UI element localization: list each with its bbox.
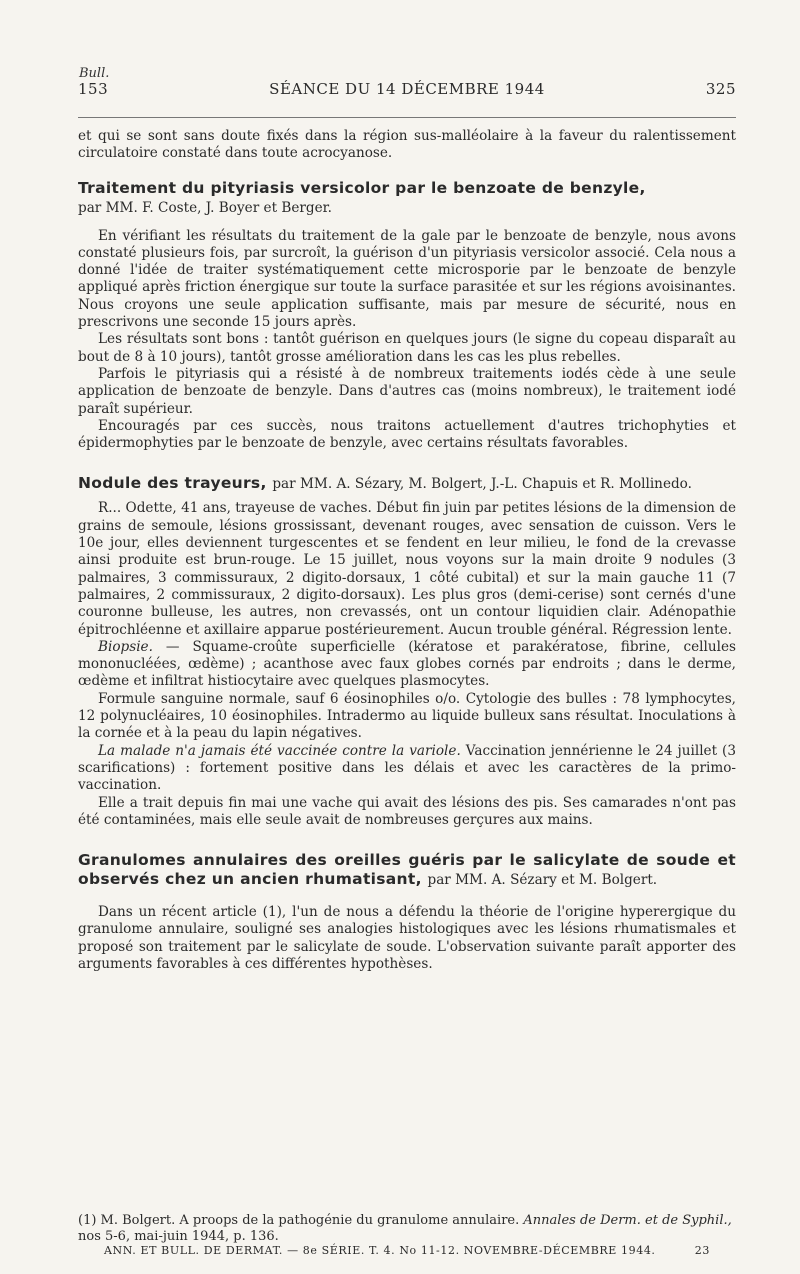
biopsie-text: — Squame-croûte superficielle (kératose et parakératose, fibrine, cellules mononucléées, œdème) ; acanthose avec faux globes cornés par endroits ; dans le derme, œdème et infiltrat histiocytaire avec quelques plasmocytes. [78, 638, 736, 690]
article1-paragraph: Parfois le pityriasis qui a résisté à de nombreux traitements iodés cède à une seule application de benzoate de benzyle. Dans d'autres cas (moins nombreux), le traitement iodé paraît supérieur. [78, 365, 736, 417]
biopsie-label: Biopsie. [98, 638, 153, 655]
page-body [78, 128, 736, 973]
article3-title: Granulomes annulaires des oreilles guéris par le salicylate de soude et observés chez un ancien rhumatisant, [78, 851, 736, 889]
article3-paragraph: Dans un récent article (1), l'un de nous a défendu la théorie de l'origine hyperergique du granulome annulaire, souligné ses analogies histologiques avec les lésions rhumatismales et proposé son traitement par le salicylate de soude. L'observation suivante paraît apporter des arguments favorables à ces différentes hypothèses. [78, 904, 736, 972]
library-stamp: Bull. [79, 66, 110, 81]
article1-authors: par MM. F. Coste, J. Boyer et Berger. [78, 199, 332, 216]
running-header [78, 80, 736, 102]
footnote-text: A proops de la pathogénie du granulome annulaire. [179, 1213, 520, 1228]
footnote-journal: Annales de Derm. et de Syphil., [523, 1213, 732, 1228]
article1-title: Traitement du pityriasis versicolor par le benzoate de benzyle, [78, 178, 646, 197]
article1-heading [78, 179, 736, 218]
article2-paragraph: R... Odette, 41 ans, trayeuse de vaches. Début fin juin par petites lésions de la dimension de grains de semoule, lésions grossissant, devenant rouges, avec sensation de cuisson. Vers le 10e jour, elles deviennent turgescentes et se fendent en leur milieu, le fond de la crevasse ainsi produite est brun-rouge. Le 15 juillet, nous voyons sur la main droite 9 nodules (3 palmaires, 3 commissuraux, 2 digito-dorsaux, 1 côté cubital) et sur la main gauche 11 (7 palmaires, 2 commissuraux, 2 digito-dorsaux). Les plus gros (demi-cerise) sont cernés d'une couronne bulleuse, les autres, non crevassés, ont un contour liquidien clair. Adénopathie épitrochléenne et axillaire apparue postérieurement. Aucun trouble général. Régression lente. [78, 500, 736, 638]
article1-paragraph: Les résultats sont bons : tantôt guérison en quelques jours (le signe du copeau disparaît au bout de 8 à 10 jours), tantôt grosse amélioration dans les cas les plus rebelles. [78, 331, 736, 365]
footer-journal-line: ANN. ET BULL. DE DERMAT. — 8e SÉRIE. T. 4. No 11-12. NOVEMBRE-DÉCEMBRE 1944. [104, 1244, 656, 1257]
header-rule [78, 117, 736, 118]
article2-authors: par MM. A. Sézary, M. Bolgert, J.-L. Chapuis et R. Mollinedo. [272, 476, 692, 493]
article1-paragraph: En vérifiant les résultats du traitement de la gale par le benzoate de benzyle, nous avons constaté plusieurs fois, par surcroît, la guérison d'un pityriasis versicolor associé. Cela nous a donné l'idée de traiter systématiquement cette microsporie par le benzoate de benzyle appliqué après friction énergique sur toute la surface parasitée et sur les régions avoisinantes. Nous croyons une seule application suffisante, mais par mesure de sécurité, nous en prescrivons une seconde 15 jours après. [78, 227, 736, 331]
header-left-number: 153 [78, 80, 109, 98]
article1-paragraph: Encouragés par ces succès, nous traitons actuellement d'autres trichophyties et épidermophyties par le benzoate de benzyle, avec certains résultats favorables. [78, 417, 736, 452]
article2-paragraph-vaccination [78, 743, 736, 795]
article2-title: Nodule des trayeurs, [78, 474, 267, 493]
footer-signature-number: 23 [694, 1244, 710, 1257]
footnote [78, 1213, 736, 1245]
article2-heading [78, 474, 736, 494]
footnote-marker: (1) M. Bolgert. [78, 1213, 176, 1228]
article3-authors: par MM. A. Sézary et M. Bolgert. [427, 872, 658, 889]
footnote-rest: nos 5-6, mai-juin 1944, p. 136. [78, 1229, 279, 1244]
article2-paragraph: Formule sanguine normale, sauf 6 éosinophiles o/o. Cytologie des bulles : 78 lymphocytes, 12 polynucléaires, 10 éosinophiles. Intradermo au liquide bulleux sans résultat. Inoculations à la cornée et à la peau du lapin négatives. [78, 690, 736, 742]
article2-paragraph: Elle a trait depuis fin mai une vache qui avait des lésions des pis. Ses camarades n'ont pas été contaminées, mais elle seule avait de nombreuses gerçures aux mains. [78, 794, 736, 828]
header-title: SÉANCE DU 14 DÉCEMBRE 1944 [269, 80, 545, 98]
article3-heading [78, 851, 736, 890]
header-page-number: 325 [705, 80, 736, 98]
vaccination-text: Vaccination jennérienne le 24 juillet (3 scarifications) : fortement positive dans les délais et avec les caractères de la primo-vaccination. [78, 742, 737, 794]
intro-paragraph: et qui se sont sans doute fixés dans la région sus-malléolaire à la faveur du ralentissement circulatoire constaté dans toute acrocyanose. [78, 128, 736, 162]
article2-paragraph-biopsie [78, 639, 736, 691]
malade-italic: La malade n'a jamais été vaccinée contre la variole. [98, 742, 461, 759]
